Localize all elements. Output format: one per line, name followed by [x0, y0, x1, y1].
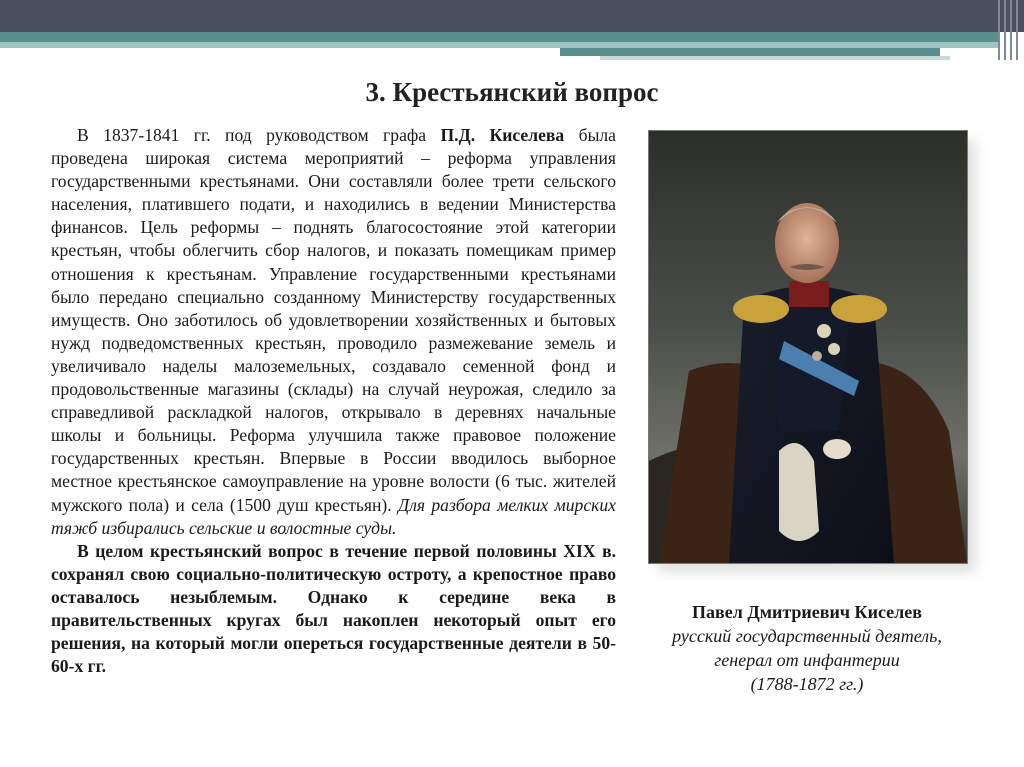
- header-bar: [0, 0, 1024, 32]
- header-stripe: [0, 32, 1000, 42]
- header-stripe: [560, 48, 940, 56]
- person-name: П.Д. Киселева: [440, 125, 565, 145]
- header-stripe: [600, 56, 950, 60]
- paragraph-conclusion: В целом крестьянский вопрос в течение первой половины XIX в. сохранял свою социально-политическую остроту, а крепостное право оставалось незыблемым. Однако к середине века в правительственных кругах был накоплен некоторый опыт его решения, на который могли опереться государственные деятели в 50-60-х гг.: [51, 540, 616, 677]
- text-run: была проведена широкая система мероприятий – реформа управления государственными крестьянами. Они составляли более трети сельского населения, платившего подати, и находились в ведении Министерства финансов. Цель реформы – поднять благосостояние этой категории крестьян, чтобы облегчить сбор налогов, и показать помещикам пример отношения к крестьянам. Управление государственными крестьянами было передано специально созданному Министерству государственных имуществ. Оно заботилось об удовлетворении хозяйственных и бытовых нужд подведомственных крестьян, проводило размежевание земель и увеличивало наделы малоземельных, создавало семенной фонд и продовольственные магазины (склады) на случай неурожая, следило за справедливой раскладкой налогов, открывало в деревнях начальные школы и больницы. Реформа улучшила также правовое положение государственных крестьян. Впервые в России вводилось выборное местное крестьянское самоуправление на уровне волости (6 тыс. жителей мужского пола) и села (1500 душ крестьян).: [51, 125, 616, 515]
- paragraph: [51, 124, 616, 540]
- caption-role: генерал от инфантерии: [714, 650, 900, 670]
- header-decoration: [994, 0, 1024, 60]
- text-run: В 1837-1841 гг. под руководством графа: [77, 125, 441, 145]
- slide-title: 3. Крестьянский вопрос: [365, 77, 659, 107]
- portrait-caption: [648, 600, 966, 696]
- portrait-image: [648, 130, 968, 564]
- caption-years: (1788-1872 гг.): [750, 674, 864, 694]
- body-text: [51, 124, 616, 678]
- caption-role: русский государственный деятель,: [672, 626, 942, 646]
- italic-run: Для разбора мелких мирских тяжб избирались сельские и волостные суды.: [51, 494, 616, 538]
- caption-name: Павел Дмитриевич Киселев: [692, 602, 922, 622]
